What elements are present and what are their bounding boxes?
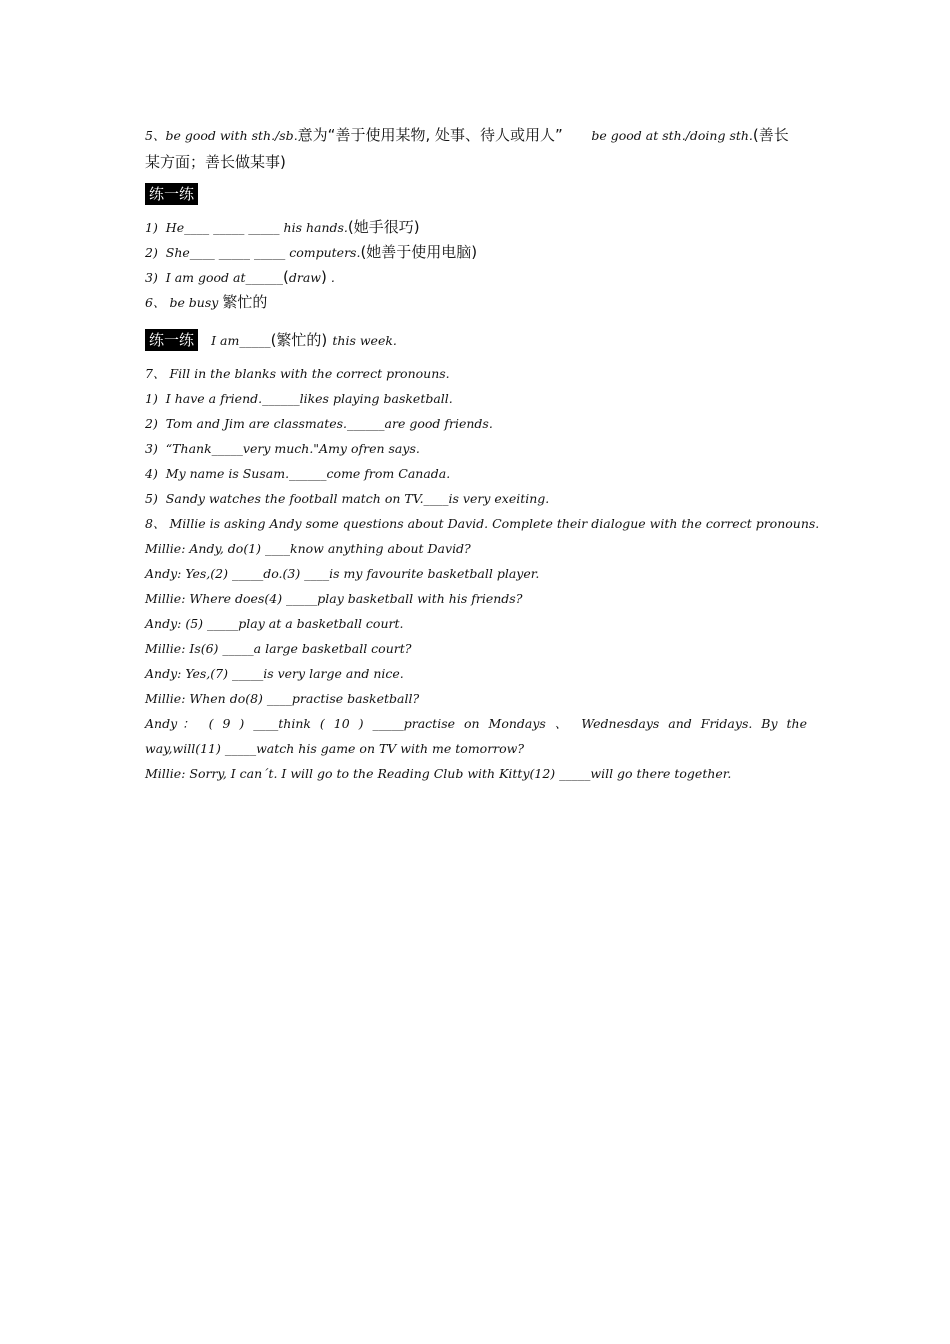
dialogue-text: When do(8) ____practise basketball? (185, 691, 420, 706)
exercise-item (145, 240, 807, 265)
item-text: . (326, 270, 335, 285)
dialogue-line (145, 636, 807, 661)
exercise-item (145, 265, 807, 290)
content-area (145, 122, 820, 786)
meaning: (善长 (752, 126, 789, 144)
dialogue-text: Andy, do(1) ____know anything about David? (185, 541, 471, 556)
dialogue-text: Yes,(2) _____do.(3) ____is my favourite basketball player. (181, 566, 540, 581)
dialogue-text: Yes,(7) _____is very large and nice. (181, 666, 404, 681)
dialogue-text: Where does(4) _____play basketball with his friends? (185, 591, 523, 606)
item-text: She____ _____ _____ computers. (165, 245, 361, 260)
item-number: 1) (145, 220, 158, 235)
speaker: Millie: (145, 541, 186, 556)
item-hint: (她善于使用电脑) (360, 243, 478, 261)
item-number: 1) (145, 391, 158, 406)
dialogue-text: Is(6) _____a large basketball court? (185, 641, 412, 656)
meaning: 繁忙的 (222, 293, 268, 311)
item-hint: ) (321, 268, 327, 286)
practice-header (145, 329, 807, 353)
phrase: be good with sth./sb. (165, 128, 298, 143)
dialogue-line (145, 536, 807, 561)
item-number: 2) (145, 416, 158, 431)
section-number: 6、 (145, 295, 166, 310)
phrase: be busy (169, 295, 219, 310)
phrase: be good at sth./doing sth. (591, 128, 753, 143)
section-number: 7、 (145, 366, 166, 381)
speaker: Andy: (145, 616, 182, 631)
item-text: He____ _____ _____ his hands. (165, 220, 348, 235)
dialogue-line (145, 661, 807, 686)
exercise-item (145, 486, 807, 511)
item-text: I have a friend.______likes playing basketball. (165, 391, 453, 406)
section-7-heading (145, 361, 807, 386)
section-5-heading (145, 122, 807, 175)
item-text: I am good at______ (165, 270, 283, 285)
dialogue-line (145, 761, 807, 786)
item-number: 4) (145, 466, 158, 481)
meaning: 意为“善于使用某物, 处事、待人或用人” (297, 126, 563, 144)
practice-badge: 练一练 (145, 329, 198, 351)
dialogue-line (145, 611, 807, 636)
speaker: Millie: (145, 641, 186, 656)
section-number: 5、 (145, 128, 166, 143)
instruction: Fill in the blanks with the correct pronouns. (169, 366, 450, 381)
item-text: Tom and Jim are classmates.______are good friends. (165, 416, 493, 431)
exercise-item (145, 215, 807, 240)
item-hint: draw (288, 270, 321, 285)
item-text: My name is Susam.______come from Canada. (165, 466, 451, 481)
speaker: Millie: (145, 766, 186, 781)
practice-header (145, 183, 807, 207)
speaker: Andy: (145, 666, 182, 681)
section-number: 8、 (145, 516, 166, 531)
exercise-item (145, 436, 807, 461)
item-number: 2) (145, 245, 158, 260)
item-number: 3) (145, 270, 158, 285)
dialogue-text: (5) _____play at a basketball court. (181, 616, 404, 631)
practice-badge: 练一练 (145, 183, 198, 205)
item-text: this week. (332, 333, 397, 348)
item-hint: (繁忙的) (270, 331, 328, 349)
section-6-heading (145, 290, 807, 315)
item-text: I am_____ (211, 333, 271, 348)
item-text: “Thank_____very much."Amy ofren says. (165, 441, 420, 456)
meaning: 某方面；善长做某事) (145, 153, 286, 171)
speaker: Andy: (145, 566, 182, 581)
item-hint: ( (283, 268, 289, 286)
dialogue-line: way,will(11) _____watch his game on TV with me tomorrow? (145, 741, 525, 756)
dialogue-line (145, 686, 807, 711)
exercise-item (145, 386, 807, 411)
dialogue-line (145, 586, 807, 611)
item-number: 5) (145, 491, 158, 506)
item-hint: (她手很巧) (347, 218, 420, 236)
item-text: Sandy watches the football match on TV.____is very exeiting. (165, 491, 550, 506)
dialogue-text: Sorry, I can´t. I will go to the Reading Club with Kitty(12) _____will go there together. (185, 766, 732, 781)
exercise-item (145, 411, 807, 436)
exercise-item (145, 461, 807, 486)
section-8-heading (145, 511, 820, 536)
item-number: 3) (145, 441, 158, 456)
dialogue-line: Andy： ( 9 ) ____think ( 10 ) _____practise on Mondays 、 Wednesdays and Fridays. By the (145, 716, 807, 731)
speaker: Millie: (145, 591, 186, 606)
instruction: Millie is asking Andy some questions about David. Complete their dialogue with the correct pronouns. (169, 516, 820, 531)
dialogue-line (145, 561, 807, 586)
speaker: Millie: (145, 691, 186, 706)
